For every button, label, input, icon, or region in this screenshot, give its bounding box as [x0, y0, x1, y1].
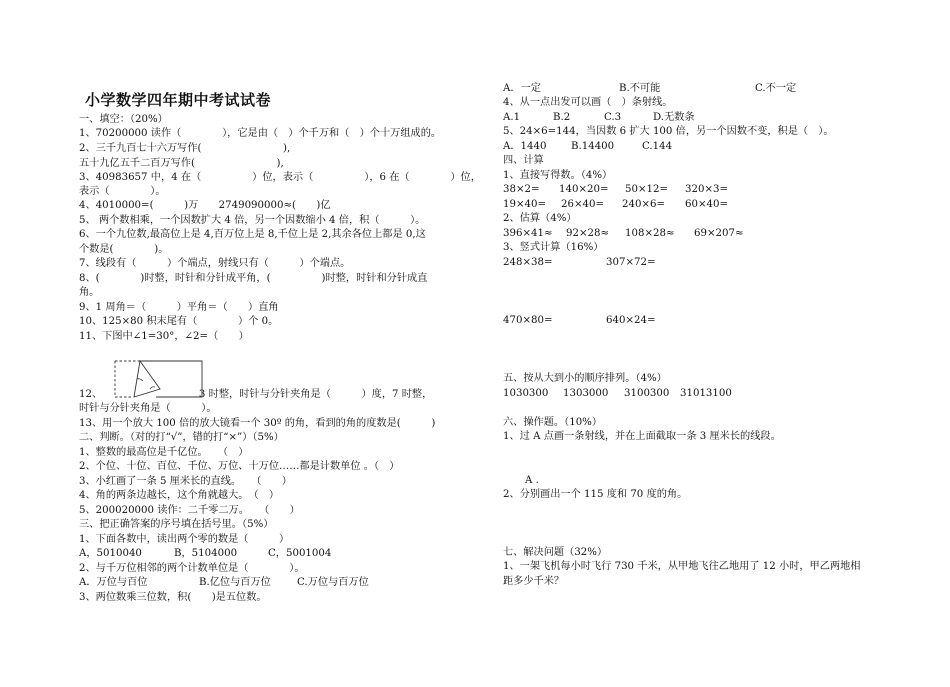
exam-line: 5、 两个数相乘，一个因数扩大 4 倍，另一个因数缩小 4 倍，积（ ）。 [79, 215, 426, 226]
exam-line: 3、小红画了一条 5 厘米长的直线。 （ ） [79, 476, 292, 487]
row-cell: C.不一定 [755, 83, 797, 94]
row-cell: B.14400 [571, 141, 615, 152]
exam-title: 小学数学四年期中考试试卷 [85, 91, 272, 109]
exam-line: 五十九亿五千二百万写作( ), [79, 158, 284, 169]
exam-line: 四、计算 [503, 155, 544, 166]
exam-line: 8、( )时整，时针和分针成平角，( )时整，时针和分针成直 [79, 273, 428, 284]
row-cell: B.2 [553, 112, 571, 123]
exam-line: 五、按从大到小的顺序排列。（4%） [503, 373, 667, 384]
row-cell: C.144 [642, 141, 673, 152]
exam-line: 六、操作题。（10%） [503, 417, 603, 428]
row-cell: 1030300 [503, 388, 549, 399]
exam-line: 7、线段有（ ）个端点，射线只有（ ）个端点。 [79, 258, 351, 269]
row-cell: 640×24= [606, 315, 656, 326]
exam-line: 12、 3 时整，时针与分针夹角是（ ）度，7 时整， [79, 389, 433, 400]
row-cell: 3100300 [624, 388, 670, 399]
row-cell: 31013100 [680, 388, 732, 399]
row-cell: B.亿位与百万位 [199, 577, 271, 588]
row-cell: 108×28≈ [625, 228, 675, 239]
exam-line: 10、125×80 积末尾有（ ）个 0。 [79, 316, 279, 327]
exam-line: 二、判断。（对的打“√”，错的打“×”）（5%） [79, 432, 284, 443]
exam-line: 2、个位、十位、百位、千位、万位、十万位……都是计数单位 。（ ） [79, 461, 400, 472]
row-cell: 248×38= [503, 257, 553, 268]
exam-line: 距多少千米？ [503, 576, 565, 587]
exam-row: 2、与千万位相邻的两个计数单位是（ ）。 [79, 563, 305, 574]
exam-line: 1、过 A 点画一条射线，并在上面截取一条 3 厘米长的线段。 [503, 431, 781, 442]
row-cell: 19×40= [503, 199, 546, 210]
exam-line: 个数是( )。 [79, 244, 169, 255]
exam-line: 3、两位数乘三位数，积( )是五位数。 [79, 592, 267, 603]
row-cell: 1303000 [563, 388, 609, 399]
row-cell: C.万位与百万位 [297, 577, 369, 588]
row-cell: C.3 [604, 112, 622, 123]
row-cell: A，5010040 [79, 548, 142, 559]
exam-line: 角。 [79, 287, 100, 298]
row-cell: 69×207≈ [694, 228, 744, 239]
row-cell: A . [525, 475, 539, 486]
exam-line: 2、分别画出一个 115 度和 70 度的角。 [503, 489, 688, 500]
exam-line: 2、三千九百七十六万写作( ), [79, 143, 291, 154]
row-cell: C，5001004 [268, 548, 332, 559]
exam-line: 2、估算（4%） [503, 213, 577, 224]
row-cell: 396×41≈ [503, 228, 553, 239]
exam-line: 4、4010000=( )万 2749090000≈( )亿 [79, 200, 331, 211]
exam-line: 七、解决问题（32%） [503, 547, 608, 558]
exam-line: 4、角的两条边越长，这个角就越大。 （ ） [79, 490, 280, 501]
row-cell: D.无数条 [653, 112, 695, 123]
exam-line: 6、一个九位数,最高位上是 4,百万位上是 8,千位上是 2,其余各位上都是 0,这 [79, 229, 426, 240]
row-cell: A．一定 [503, 83, 541, 94]
exam-line: 11、下图中∠1=30°，∠2=（ ） [79, 331, 249, 342]
row-cell: 92×28≈ [566, 228, 609, 239]
exam-line: 1、下面各数中，读出两个零的数是（ ） [79, 534, 290, 545]
row-cell: 320×3= [685, 184, 728, 195]
row-cell: 140×20= [559, 184, 609, 195]
row-cell: 38×2= [503, 184, 540, 195]
exam-line: 3、40983657 中，4 在（ ）位，表示（ ），6 在（ ）位， [79, 172, 481, 183]
row-cell: A．万位与百位 [79, 577, 148, 588]
row-cell: 470×80= [503, 315, 553, 326]
row-cell: A.1 [503, 112, 521, 123]
row-cell: A．1440 [503, 141, 547, 152]
exam-line: 9、1 周角＝（ ）平角＝（ ）直角 [79, 302, 279, 313]
exam-line: 表示（ ）。 [79, 186, 166, 197]
exam-line: 一、填空：（20%） [79, 114, 168, 125]
exam-line: 13、用一个放大 100 倍的放大镜看一个 30º 的角，看到的角的度数是( ) [79, 418, 436, 429]
exam-line: 1、一架飞机每小时飞行 730 千米，从甲地飞往乙地用了 12 小时，甲乙两地相 [503, 561, 861, 572]
row-cell: 26×40= [561, 199, 604, 210]
angle-figure [112, 359, 204, 399]
exam-line: 时针与分针夹角是（ ）。 [79, 403, 217, 414]
row-cell: 307×72= [606, 257, 656, 268]
exam-line: 三、把正确答案的序号填在括号里。（5%） [79, 519, 274, 530]
exam-line: 1、70200000 读作（ ），它是由（ ）个千万和（ ）个十万组成的。 [79, 128, 442, 139]
row-cell: B.不可能 [619, 83, 661, 94]
exam-line: 1、整数的最高位是千亿位。 （ ） [79, 447, 249, 458]
exam-line: 5、200020000 读作：二千零二万。 （ ） [79, 505, 300, 516]
exam-line: 5、24×6=144，当因数 6 扩大 100 倍，另一个因数不变，积是（ ）。 [503, 126, 834, 137]
row-cell: B，5104000 [174, 548, 238, 559]
row-cell: 240×6= [622, 199, 665, 210]
exam-line: 1、直接写得数。（4%） [503, 170, 613, 181]
exam-line: 3、竖式计算（16%） [503, 242, 604, 253]
row-cell: 60×40= [685, 199, 728, 210]
row-cell: 50×12= [625, 184, 668, 195]
exam-line: 4、从一点出发可以画（ ）条射线。 [503, 97, 673, 108]
